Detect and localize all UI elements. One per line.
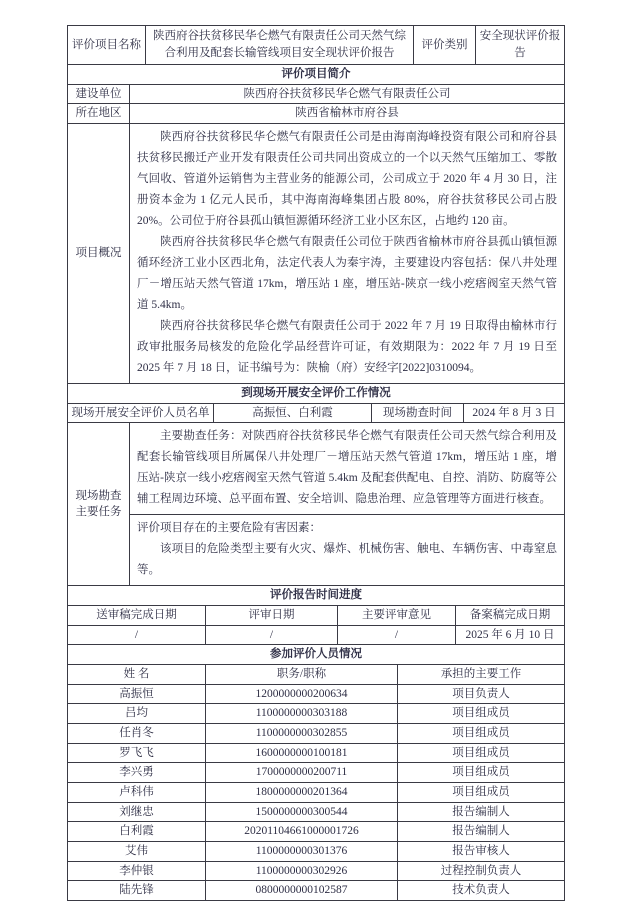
participant-work: 项目组成员 [452, 707, 510, 720]
participant-title-number: 0800000000102587 [206, 881, 398, 900]
hazards-text: 该项目的危险类型主要有火灾、爆炸、机械伤害、触电、车辆伤害、中毒窒息等。 [137, 543, 557, 577]
location-label: 所在地区 [68, 104, 130, 123]
participants-col-header-work: 承担的主要工作 [440, 668, 522, 681]
participant-title-number: 1500000000300544 [206, 803, 398, 822]
evaluation-report-table [67, 25, 565, 901]
survey-time-value: 2024 年 8 月 3 日 [472, 406, 556, 419]
participant-title-number: 1800000000201364 [206, 783, 398, 802]
category-label: 评价类别 [414, 26, 476, 64]
schedule-value-final: 2025 年 6 月 10 日 [465, 628, 555, 641]
participant-row [68, 703, 564, 723]
project-title-row [68, 26, 564, 64]
schedule-values-row [68, 625, 564, 645]
survey-tasks-label: 现场勘查主要任务 [68, 423, 130, 585]
participant-row [68, 684, 564, 704]
participant-title-number: 1100000000303188 [206, 704, 398, 723]
participant-row [68, 762, 564, 782]
participant-name: 卢科伟 [68, 783, 206, 802]
schedule-col-header-review-opinion: 主要评审意见 [338, 606, 456, 625]
survey-tasks-stack [130, 423, 564, 585]
participant-name: 李仲银 [68, 862, 206, 881]
section-header-schedule-row [68, 585, 564, 605]
participant-work: 项目组成员 [452, 746, 510, 759]
participant-name: 陆先锋 [68, 881, 206, 900]
survey-tasks-row [68, 422, 564, 585]
participant-title-number: 1200000000200634 [206, 685, 398, 704]
participant-row [68, 821, 564, 841]
schedule-col-header-final: 备案稿完成日期 [469, 609, 551, 622]
participant-row [68, 802, 564, 822]
schedule-col-header-draft: 送审稿完成日期 [68, 606, 206, 625]
project-overview-row [68, 123, 564, 383]
schedule-header-row [68, 605, 564, 625]
section-header-intro: 评价项目简介 [281, 68, 351, 80]
participant-row [68, 782, 564, 802]
section-header-site-work-row [68, 383, 564, 403]
participant-row [68, 861, 564, 881]
location-value: 陕西省榆林市府谷县 [295, 107, 399, 120]
site-staff-value: 高振恒、白利霞 [214, 404, 372, 423]
section-header-schedule: 评价报告时间进度 [270, 589, 362, 602]
participant-title-number: 1100000000302926 [206, 862, 398, 881]
participant-name: 任肖冬 [68, 724, 206, 743]
project-overview-paragraph: 陕西府谷扶贫移民华仑燃气有限责任公司于 2022 年 7 月 19 日取得由榆林市行政审批服务局核发的危险化学品经营许可证，有效期限为：2022 年 7 月 19 日至 2025 年 7 月 18 日，证书编号为：陕榆（府）安经字[2022]0310094。 [137, 320, 557, 375]
survey-time-label: 现场勘查时间 [372, 404, 464, 423]
participant-row [68, 841, 564, 861]
survey-tasks-text-cell [130, 423, 564, 514]
participant-title-number: 1700000000200711 [206, 763, 398, 782]
participant-name: 高振恒 [68, 685, 206, 704]
location-row [68, 103, 564, 123]
project-name-label: 评价项目名称 [68, 26, 146, 64]
section-header-participants: 参加评价人员情况 [270, 648, 362, 661]
participant-title-number: 1100000000302855 [206, 724, 398, 743]
project-overview-label: 项目概况 [68, 124, 130, 383]
construction-unit-label: 建设单位 [68, 85, 130, 104]
site-staff-row [68, 403, 564, 423]
participant-work: 项目组成员 [452, 786, 510, 799]
schedule-value-review-date: / [206, 626, 338, 645]
participant-work: 项目组成员 [452, 727, 510, 740]
site-staff-label: 现场开展安全评价人员名单 [68, 404, 214, 423]
participant-title-number: 1100000000301376 [206, 842, 398, 861]
participant-row [68, 880, 564, 900]
participant-work: 过程控制负责人 [440, 864, 522, 877]
category-value: 安全现状评价报告 [479, 30, 561, 59]
hazards-cell [130, 514, 564, 585]
participant-name: 刘继忠 [68, 803, 206, 822]
participant-name: 吕均 [68, 704, 206, 723]
project-overview-paragraph: 陕西府谷扶贫移民华仑燃气有限责任公司位于陕西省榆林市府谷县孤山镇恒源循环经济工业小区西北角，法定代表人为秦宇涛，主要建设内容包括：保八井处理厂－增压站天然气管道 17km，增压站 1 座，增压站-陕京一线小疙瘩阀室天然气管道 5.4km。 [137, 236, 557, 312]
construction-unit-value: 陕西府谷扶贫移民华仑燃气有限责任公司 [243, 87, 451, 100]
schedule-col-header-review-date: 评审日期 [206, 606, 338, 625]
participant-work: 技术负责人 [452, 884, 510, 897]
project-overview-text [130, 124, 564, 383]
participant-work: 报告编制人 [452, 825, 510, 838]
schedule-value-draft: / [68, 626, 206, 645]
participant-work: 报告审核人 [452, 845, 510, 858]
construction-unit-row [68, 84, 564, 104]
section-header-site-work: 到现场开展安全评价工作情况 [241, 387, 391, 400]
participant-name: 李兴勇 [68, 763, 206, 782]
project-overview-paragraph: 陕西府谷扶贫移民华仑燃气有限责任公司是由海南海峰投资有限公司和府谷县扶贫移民搬迁产业开发有限责任公司共同出资成立的一个以天然气压缩加工、零散气回收、管道外运销售为主营业务的能源公司，公司成立于 2020 年 4 月 30 日，注册资本金为 1 亿元人民币，其中海南海峰集团占股 80%，府谷扶贫移民公司占股 20%。公司位于府谷县孤山镇恒源循环经济工业小区东区，占地约 120 亩。 [137, 131, 557, 228]
participant-work: 项目组成员 [452, 766, 510, 779]
project-name-value: 陕西府谷扶贫移民华仑燃气有限责任公司天然气综合利用及配套长输管线项目安全现状评价报告 [146, 26, 414, 64]
participant-name: 艾伟 [68, 842, 206, 861]
participant-name: 白利霞 [68, 822, 206, 841]
participant-work: 报告编制人 [452, 805, 510, 818]
participants-col-header-title: 职务/职称 [206, 665, 398, 684]
section-header-participants-row [68, 644, 564, 664]
participant-title-number: 20201104661000001726 [206, 822, 398, 841]
schedule-value-review-opinion: / [338, 626, 456, 645]
participants-header-row [68, 664, 564, 684]
participant-row [68, 743, 564, 763]
participant-row [68, 723, 564, 743]
section-header-intro-row [68, 64, 564, 84]
survey-tasks-text: 主要勘查任务：对陕西府谷扶贫移民华仑燃气有限责任公司天然气综合利用及配套长输管线项目所属保八井处理厂－增压站天然气管道 17km，增压站 1 座，增压站-陕京一线小疙瘩阀室天然气管道 5.4km 及配套供配电、自控、消防、防腐等公辅工程周边环境、总平面布置、安全培训、隐患治理、应急管理等方面进行核查。 [137, 430, 557, 506]
participant-work: 项目负责人 [452, 687, 510, 700]
hazards-title: 评价项目存在的主要危险有害因素： [137, 522, 321, 535]
participant-name: 罗飞飞 [68, 744, 206, 763]
participant-title-number: 1600000000100181 [206, 744, 398, 763]
participants-col-header-name: 姓 名 [68, 665, 206, 684]
